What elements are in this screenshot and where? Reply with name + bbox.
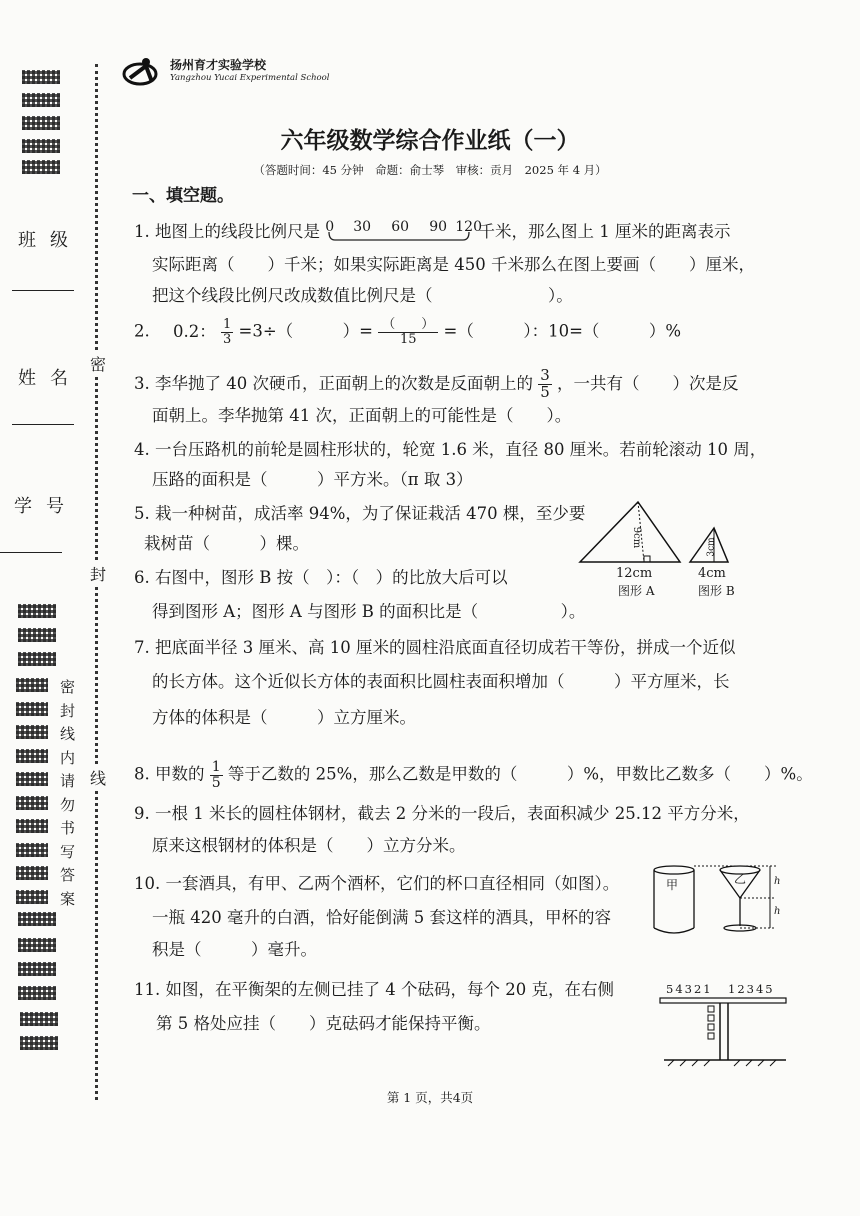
seal-warning-char: 内	[60, 748, 76, 767]
cup-height-label: h	[774, 876, 781, 887]
seal-char: 线	[90, 766, 106, 789]
question-8	[134, 760, 813, 790]
question-6: 6. 右图中，图形 B 按（ ）：（ ）的比放大后可以	[134, 568, 508, 587]
seal-pattern	[18, 962, 56, 976]
fraction: $\frac{1}{3}$	[223, 317, 232, 347]
scale-bar	[325, 219, 482, 240]
question-11-line2: 第 5 格处应挂（ ）克砝码才能保持平衡。	[156, 1014, 491, 1033]
seal-warning-char: 请	[60, 772, 76, 790]
seal-pattern	[22, 93, 60, 107]
cup-b-label: 乙	[734, 872, 747, 886]
seal-warning-char: 封	[60, 701, 76, 720]
cups-figure-icon	[648, 862, 788, 942]
q2-number: 2.	[134, 321, 150, 341]
question-3-line2: 面朝上。李华抛第 41 次，正面朝上的可能性是（ ）。	[152, 406, 572, 425]
q8-text: 等于乙数的 25%，那么乙数是甲数的（ ）%，甲数比乙数多（ ）%。	[227, 764, 813, 784]
triangle-b-base: 4cm	[698, 566, 726, 581]
scale-tick: 60	[391, 219, 410, 235]
class-field[interactable]	[12, 290, 74, 291]
seal-warning-char: 线	[60, 725, 76, 743]
question-10-line3: 积是（ ）毫升。	[152, 940, 317, 959]
question-1-line3: 把这个线段比例尺改成数值比例尺是（ ）。	[152, 286, 573, 305]
seal-pattern	[16, 819, 48, 833]
fraction: $\frac{( )}{15}$	[378, 318, 438, 346]
seal-pattern	[20, 1036, 58, 1050]
balance-figure-icon	[658, 982, 790, 1072]
seal-warning-char: 书	[60, 819, 76, 837]
q1-unit: 千米，那么图上 1 厘米的距离表示	[478, 222, 731, 241]
seal-pattern	[22, 160, 60, 174]
seal-warning-char: 写	[60, 842, 76, 861]
seal-warning-char: 案	[60, 889, 76, 908]
q2-text: =（ ）：10=（ ）%	[443, 321, 682, 341]
triangle-b-height: 3cm	[706, 537, 717, 557]
question-7: 7. 把底面半径 3 厘米、高 10 厘米的圆柱沿底面直径切成若干等份，拼成一个近似	[134, 638, 736, 657]
cup-height-label: h	[774, 906, 781, 917]
seal-pattern	[16, 866, 48, 880]
student-id-label: 学号	[14, 496, 78, 517]
cup-a-label: 甲	[666, 878, 679, 892]
question-4: 4. 一台压路机的前轮是圆柱形状的，轮宽 1.6 米，直径 80 厘米。若前轮滚动 10 周，	[134, 440, 767, 459]
name-field[interactable]	[12, 424, 74, 425]
q3-text: ，一共有（ ）次是反	[557, 373, 739, 393]
scale-tick: 0	[325, 219, 335, 235]
school-logo-icon	[122, 54, 162, 88]
question-9: 9. 一根 1 米长的圆柱体钢材，截去 2 分米的一段后，表面积减少 25.12 平方分米，	[134, 804, 750, 823]
seal-char: 封	[90, 562, 106, 585]
q8-text: 8. 甲数的	[134, 764, 205, 784]
question-2	[134, 318, 681, 346]
scale-tick: 90	[429, 219, 448, 235]
seal-pattern	[20, 1012, 58, 1026]
seal-pattern	[16, 725, 48, 739]
seal-pattern	[16, 796, 48, 810]
seal-pattern	[22, 116, 60, 130]
seal-pattern	[16, 890, 48, 904]
question-4-line2: 压路的面积是（ ）平方米。（π 取 3）	[152, 470, 473, 489]
name-label: 姓名	[18, 368, 82, 389]
school-name: 扬州育才实验学校	[170, 58, 267, 72]
page-number: 第 1 页，共4页	[386, 1090, 474, 1105]
page-title: 六年级数学综合作业纸（一）	[280, 127, 580, 154]
seal-pattern	[16, 749, 48, 763]
fraction: $\frac{3}{5}$	[540, 366, 550, 401]
seal-pattern	[18, 912, 56, 926]
q2-text: 0.2：	[173, 321, 216, 341]
seal-pattern	[16, 843, 48, 857]
question-5: 5. 栽一种树苗，成活率 94%，为了保证栽活 470 棵，至少要	[134, 504, 586, 523]
section-heading: 一、填空题。	[132, 186, 234, 206]
scale-right-numbers: 12345	[728, 982, 775, 996]
class-label: 班级	[18, 230, 82, 251]
question-1-line2: 实际距离（ ）千米；如果实际距离是 450 千米那么在图上要画（ ）厘米，	[152, 255, 755, 274]
seal-pattern	[18, 938, 56, 952]
seal-pattern	[18, 652, 56, 666]
question-5-line2: 栽树苗（ ）棵。	[144, 534, 309, 553]
question-10: 10. 一套酒具，有甲、乙两个酒杯，它们的杯口直径相同（如图）。	[134, 874, 620, 893]
seal-pattern	[16, 772, 48, 786]
seal-warning-char: 勿	[60, 795, 76, 814]
scale-tick: 30	[353, 219, 372, 235]
q1-text: 1. 地图上的线段比例尺是	[134, 222, 320, 241]
triangle-figure-icon	[578, 498, 738, 568]
seal-pattern	[16, 702, 48, 716]
question-7-line3: 方体的体积是（ ）立方厘米。	[152, 708, 416, 727]
question-9-line2: 原来这根钢材的体积是（ ）立方分米。	[152, 836, 466, 855]
seal-pattern	[18, 628, 56, 642]
question-1	[134, 220, 731, 241]
seal-warning-char: 密	[60, 678, 76, 696]
q3-text: 3. 李华抛了 40 次硬币，正面朝上的次数是反面朝上的	[134, 373, 533, 393]
seal-pattern	[22, 70, 60, 84]
seal-char: 密	[90, 352, 106, 375]
question-6-line2: 得到图形 A；图形 A 与图形 B 的面积比是（ ）。	[152, 602, 586, 621]
seal-pattern	[22, 139, 60, 153]
triangle-a-height: 9cm	[631, 526, 643, 549]
scale-left-numbers: 54321	[666, 982, 713, 996]
triangle-a-label: 图形 A	[618, 584, 655, 598]
question-10-line2: 一瓶 420 毫升的白酒，恰好能倒满 5 套这样的酒具，甲杯的容	[152, 908, 611, 927]
cups-figure	[648, 862, 788, 942]
question-7-line2: 的长方体。这个近似长方体的表面积比圆柱表面积增加（ ）平方厘米，长	[152, 672, 730, 691]
question-3	[134, 368, 739, 401]
seal-pattern	[16, 678, 48, 692]
triangle-a-base: 12cm	[616, 566, 653, 581]
triangle-figure	[578, 498, 738, 598]
triangle-b-label: 图形 B	[698, 584, 735, 598]
scale-tick: 120	[455, 219, 482, 235]
question-11: 11. 如图，在平衡架的左侧已挂了 4 个砝码，每个 20 克，在右侧	[134, 980, 614, 999]
seal-pattern	[18, 986, 56, 1000]
seal-pattern	[18, 604, 56, 618]
school-logo	[122, 54, 162, 88]
page-subtitle: （答题时间：45 分钟 命题：俞士琴 审核：贡月 2025 年 4 月）	[253, 163, 607, 177]
balance-figure	[658, 982, 790, 1072]
student-id-field[interactable]	[0, 552, 62, 553]
fraction: $\frac{1}{5}$	[211, 759, 221, 791]
school-name-en: Yangzhou Yucai Experimental School	[170, 73, 330, 83]
q2-text: =3÷（ ）=	[238, 321, 374, 341]
seal-warning-char: 答	[60, 866, 76, 884]
